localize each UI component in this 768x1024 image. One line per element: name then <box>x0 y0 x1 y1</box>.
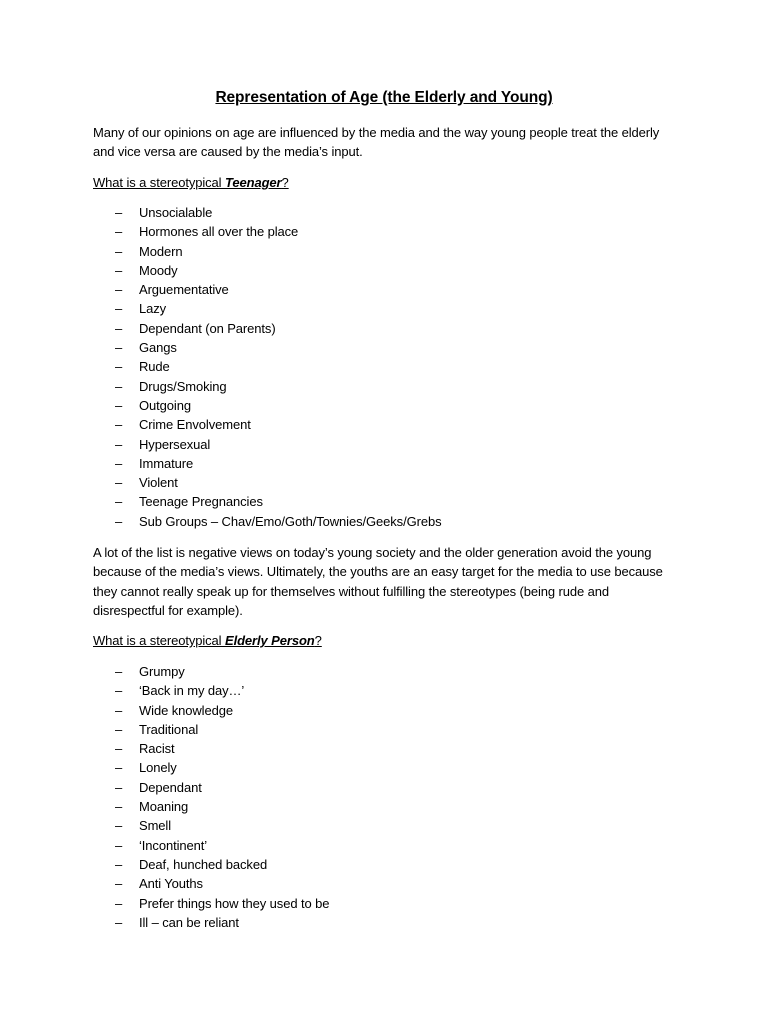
list-item-text: Outgoing <box>139 397 191 413</box>
teenager-question <box>93 173 289 192</box>
list-item-text: Immature <box>139 455 194 471</box>
list-item-text: Dependant <box>139 779 202 795</box>
elderly-question <box>93 631 322 650</box>
teenager-paragraph: A lot of the list is negative views on today’s young society and the older generation avoid the young because of the media’s views. Ultimately, the youths are an easy target for the media to use because they cannot really speak up for themselves without fulfilling the stereotypes (being rude and disrespectful for example). <box>93 545 663 618</box>
list-item-text: Hormones all over the place <box>139 224 299 240</box>
list-dash: – <box>115 436 123 452</box>
list-dash: – <box>115 895 123 911</box>
list-dash: – <box>115 397 123 413</box>
list-item-text: Crime Envolvement <box>139 417 251 433</box>
list-item-text: Traditional <box>139 721 199 737</box>
list-item-text: Arguementative <box>139 282 229 298</box>
list-dash: – <box>115 799 123 815</box>
elderly-question-term: Elderly Person <box>225 633 315 648</box>
list-dash: – <box>115 378 123 394</box>
list-item-text: Lazy <box>139 301 167 317</box>
list-dash: – <box>115 205 123 220</box>
list-dash: – <box>115 494 123 510</box>
list-item-text: Grumpy <box>139 664 185 679</box>
list-item-text: Rude <box>139 359 170 375</box>
list-dash: – <box>115 282 123 298</box>
list-item-text: Violent <box>139 475 178 491</box>
list-dash: – <box>115 760 123 776</box>
list-dash: – <box>115 262 123 278</box>
elderly-question-suffix: ? <box>314 633 322 648</box>
list-item-text: Prefer things how they used to be <box>139 895 330 911</box>
list-dash: – <box>115 224 123 240</box>
list-item-text: Sub Groups – Chav/Emo/Goth/Townies/Geeks/Grebs <box>139 513 442 529</box>
intro-paragraph: Many of our opinions on age are influenced by the media and the way young people treat the elderly and vice versa are caused by the media’s input. <box>93 125 660 160</box>
teenager-question-prefix: What is a stereotypical <box>93 175 225 190</box>
list-dash: – <box>115 837 123 853</box>
list-dash: – <box>115 301 123 317</box>
list-dash: – <box>115 683 123 699</box>
list-item-text: Unsocialable <box>139 205 213 220</box>
document-title: Representation of Age (the Elderly and Young) <box>215 89 553 106</box>
teenager-question-suffix: ? <box>281 175 289 190</box>
list-dash: – <box>115 320 123 336</box>
list-dash: – <box>115 914 123 930</box>
elderly-question-prefix: What is a stereotypical <box>93 633 225 648</box>
list-dash: – <box>115 243 123 259</box>
list-dash: – <box>115 856 123 872</box>
list-item-text: Smell <box>139 818 172 834</box>
list-dash: – <box>115 741 123 757</box>
list-dash: – <box>115 455 123 471</box>
list-item-text: ‘Incontinent’ <box>139 837 208 853</box>
list-item-text: Teenage Pregnancies <box>139 494 263 510</box>
list-dash: – <box>115 876 123 892</box>
list-dash: – <box>115 417 123 433</box>
list-item-text: Lonely <box>139 760 177 776</box>
list-dash: – <box>115 818 123 834</box>
teenager-question-term: Teenager <box>225 175 282 190</box>
list-item-text: Moody <box>139 262 178 278</box>
list-item-text: Moaning <box>139 799 189 815</box>
list-item-text: Gangs <box>139 340 177 356</box>
list-item-text: Racist <box>139 741 175 757</box>
list-item-text: Anti Youths <box>139 876 203 892</box>
list-dash: – <box>115 359 123 375</box>
list-dash: – <box>115 702 123 718</box>
list-dash: – <box>115 721 123 737</box>
list-dash: – <box>115 779 123 795</box>
list-item-text: Deaf, hunched backed <box>139 856 268 872</box>
list-dash: – <box>115 513 123 529</box>
list-dash: – <box>115 475 123 491</box>
list-item-text: Ill – can be reliant <box>139 914 239 930</box>
list-item-text: Modern <box>139 243 183 259</box>
list-dash: – <box>115 340 123 356</box>
list-item-text: ‘Back in my day…’ <box>139 683 245 699</box>
list-item-text: Dependant (on Parents) <box>139 320 276 336</box>
list-item-text: Hypersexual <box>139 436 211 452</box>
list-item-text: Drugs/Smoking <box>139 378 227 394</box>
list-dash: – <box>115 664 123 679</box>
list-item-text: Wide knowledge <box>139 702 233 718</box>
